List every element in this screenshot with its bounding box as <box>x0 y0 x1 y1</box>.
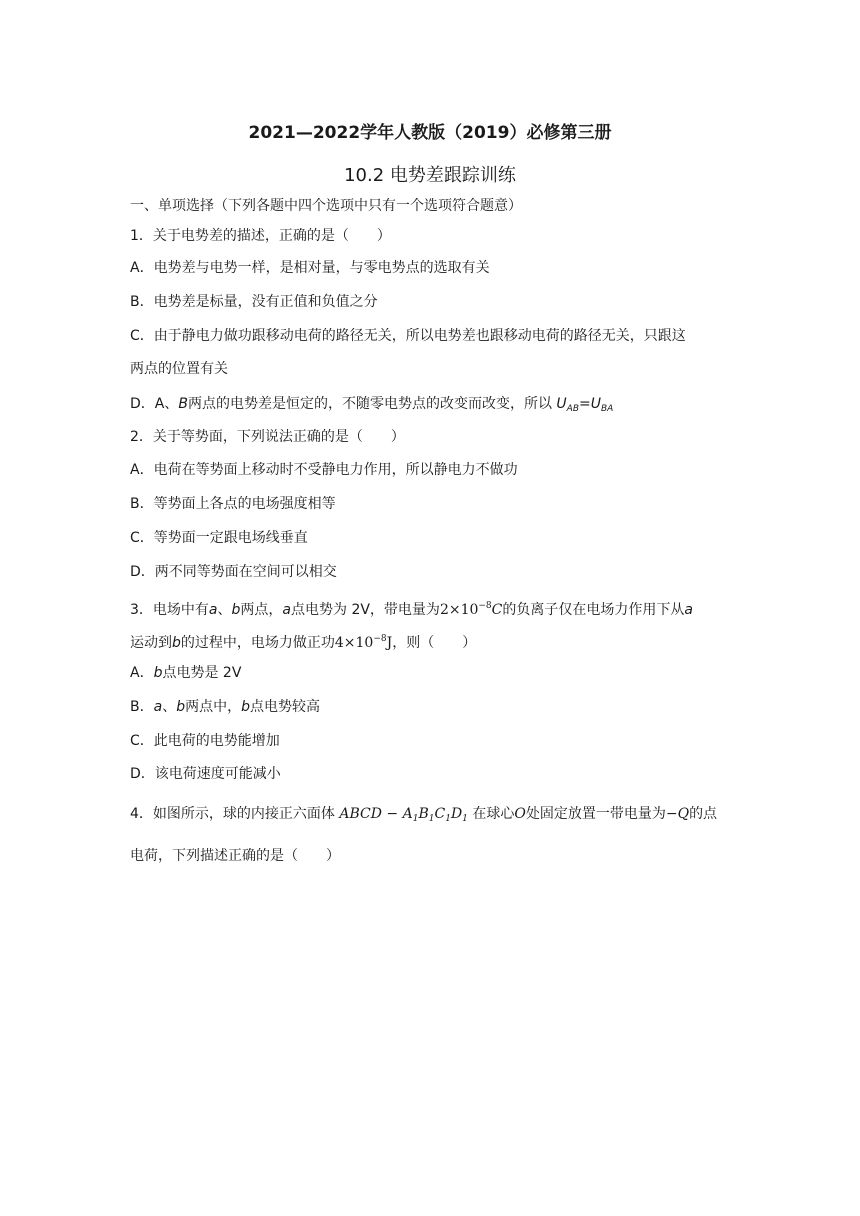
q2-option-c: C．等势面一定跟电场线垂直 <box>130 530 308 546</box>
q1-option-b: B．电势差是标量，没有正值和负值之分 <box>130 294 378 310</box>
document-subtitle: 10.2 电势差跟踪训练 <box>344 165 516 186</box>
q3-option-d: D．该电荷速度可能减小 <box>130 766 281 782</box>
q2-option-a: A．电荷在等势面上移动时不受静电力作用，所以静电力不做功 <box>130 462 518 478</box>
work-value: 4×10 <box>334 635 374 651</box>
solid-name: ABCD − $A_1B_1C_1D_1$ <box>339 806 468 824</box>
q1-option-c-line2: 两点的位置有关 <box>130 361 228 377</box>
q1-option-d: D．A、B两点的电势差是恒定的，不随零电势点的改变而改变，所以 $U_{AB}=U_{BA}$ <box>130 396 614 414</box>
q3-option-b: B．a、b两点中，b点电势较高 <box>130 699 320 715</box>
charge-value: 2×10 <box>439 602 479 618</box>
q2-option-b: B．等势面上各点的电场强度相等 <box>130 496 336 512</box>
q2-option-d: D．两不同等势面在空间可以相交 <box>130 564 337 580</box>
q4-stem-line1: 4．如图所示，球的内接正六面体 ABCD − $A_1B_1C_1D_1$ 在球心O处固定放置一带电量为−Q的点 <box>130 806 718 824</box>
section-heading: 一、单项选择（下列各题中四个选项中只有一个选项符合题意） <box>130 198 522 214</box>
q3-stem-line2: 运动到b的过程中，电场力做正功$4\times 10^{-8}J$，则（ ） <box>130 634 477 651</box>
q3-stem-line1: 3．电场中有a、b两点，a点电势为 2V，带电量为$2\times 10^{-8}C$的负离子仅在电场力作用下从a <box>130 601 693 618</box>
q1-stem: 1．关于电势差的描述，正确的是（ ） <box>130 228 391 244</box>
q1-option-c-line1: C．由于静电力做功跟移动电荷的路径无关，所以电势差也跟移动电荷的路径无关，只跟这 <box>130 328 686 344</box>
q3-option-a: A．b点电势是 2V <box>130 665 242 681</box>
q4-stem-line2: 电荷，下列描述正确的是（ ） <box>130 848 340 864</box>
q3-option-c: C．此电荷的电势能增加 <box>130 733 280 749</box>
document-title: 2021—2022学年人教版（2019）必修第三册 <box>248 123 612 143</box>
q2-stem: 2．关于等势面，下列说法正确的是（ ） <box>130 429 405 445</box>
q1-option-a: A．电势差与电势一样，是相对量，与零电势点的选取有关 <box>130 260 490 276</box>
